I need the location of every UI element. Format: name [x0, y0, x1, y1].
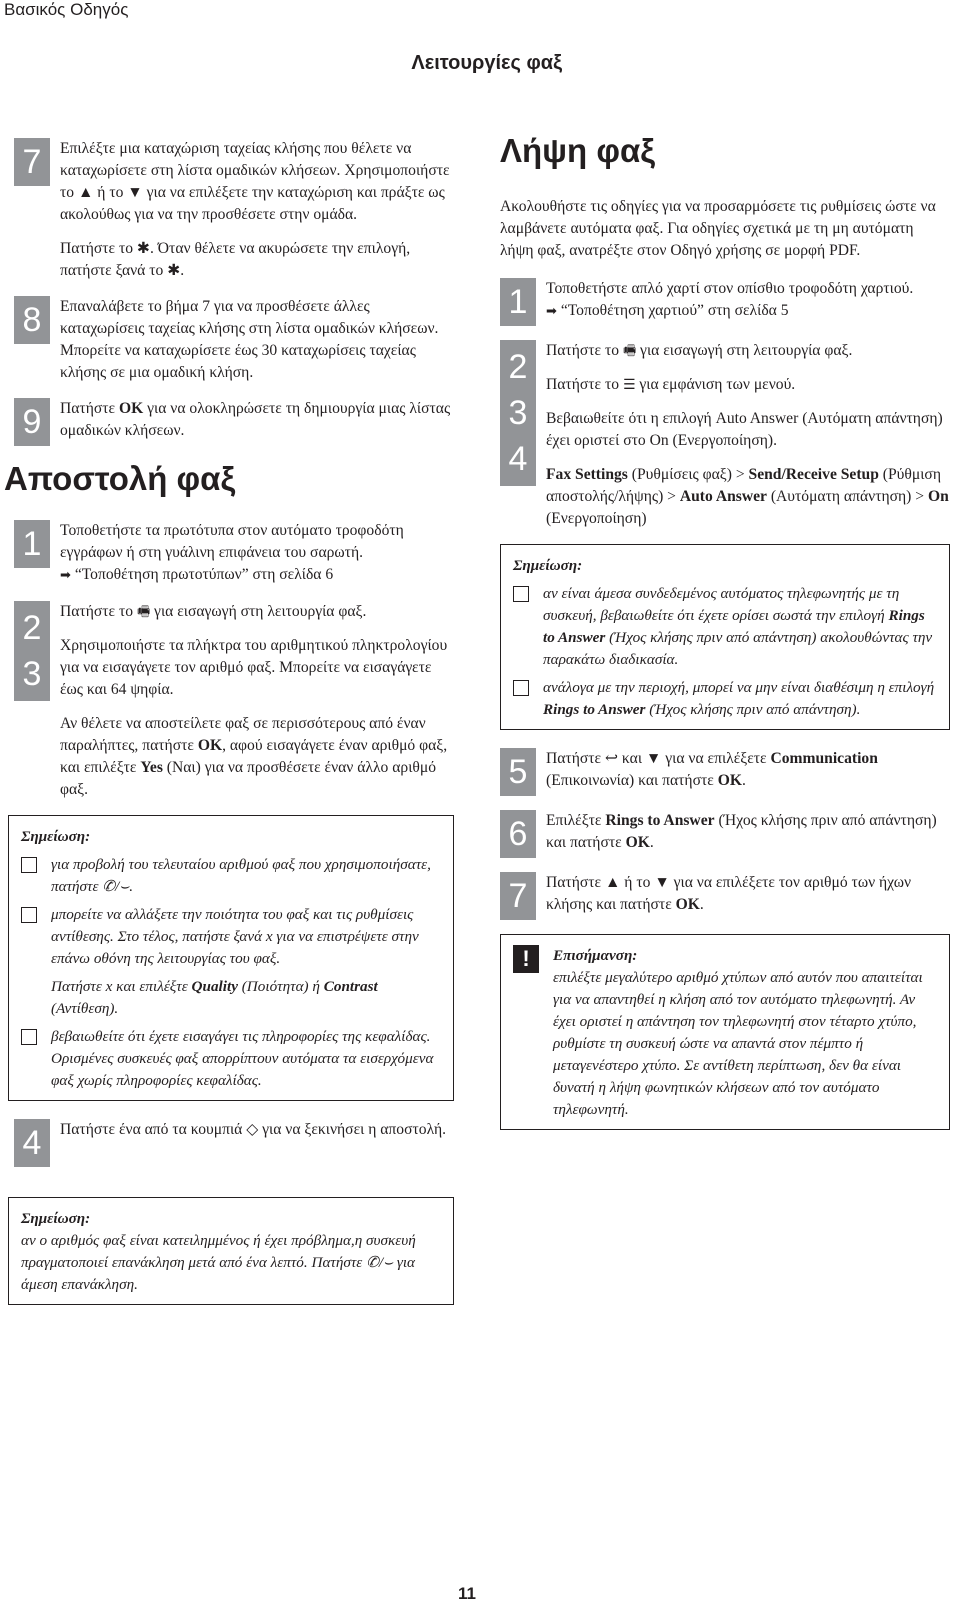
step-text: Βεβαιωθείτε ότι η επιλογή Auto Answer (Αυτόματη απάντηση) έχει οριστεί στο On (Ενεργοποίηση).	[546, 410, 943, 449]
warning-icon: !	[513, 945, 539, 973]
step-text: Αν θέλετε να αποστείλετε φαξ σε περισσότερους από έναν παραλήπτες, πατήστε OK, αφού εισαγάγετε έναν αριθμό φαξ, και επιλέξτε Yes (Ναι) για να προσθέσετε έναν άλλο αριθμό φαξ.	[60, 715, 448, 798]
send-step-1	[14, 520, 454, 587]
cross-reference-link[interactable]: “Τοποθέτηση πρωτοτύπων” στη σελίδα 6	[74, 566, 334, 583]
checkbox-icon	[21, 857, 37, 873]
step-text: Τοποθετήστε τα πρωτότυπα στον αυτόματο τροφοδότη εγγράφων ή στη γυάλινη επιφάνεια του σαρωτή. ➡ “Τοποθέτηση πρωτοτύπων” στη σελίδα 6	[60, 522, 404, 583]
step-text: Πατήστε το ☰ για εμφάνιση των μενού.	[546, 374, 950, 396]
step-text: Επιλέξτε μια καταχώριση ταχείας κλήσης που θέλετε να καταχωρίσετε στη λίστα ομαδικών κλήσεων. Χρησιμοποιήστε το ▲ ή το ▼ για να επιλέξετε την καταχώριση και πράξτε ως ακολούθως για να την προσθέσετε στην ομάδα.	[60, 140, 450, 223]
step-text: Επιλέξτε Rings to Answer (Ήχος κλήσης πριν από απάντηση) και πατήστε OK.	[546, 812, 937, 851]
important-title: Επισήμανση:	[553, 947, 638, 964]
step-number: 1	[500, 278, 536, 326]
important-text: επιλέξτε μεγαλύτερο αριθμό χτύπων από αυτόν που απαιτείται για να απαντηθεί η κλήση από τον αυτόματο τηλεφωνητή. Αν έχει οριστεί η απάντηση τον τηλεφωνητή στον τέταρτο χτύπο, ρυθμίστε τη συσκευή ώστε να απαντά στον πέμπτο ή μεταγενέστερο χτύπο. Σε αντίθετη περίπτωση, δεν θα είναι δυνατή η λήψη φωνητικών κλήσεων από τον αυτόματο τηλεφωνητή.	[553, 969, 923, 1118]
step-number-stack	[14, 601, 50, 701]
note-item: βεβαιωθείτε ότι έχετε εισαγάγει τις πληροφορίες της κεφαλίδας. Ορισμένες συσκευές φαξ απορρίπτουν αυτόματα τα εισερχόμενα φαξ χωρίς πληροφορίες κεφαλίδας.	[21, 1026, 441, 1092]
step-9	[14, 398, 454, 446]
note-title: Σημείωση:	[513, 557, 583, 574]
step-7	[14, 138, 454, 282]
arrow-icon: ➡	[546, 304, 557, 319]
right-column	[500, 132, 950, 1148]
send-step-4	[14, 1119, 454, 1167]
section-title: Λειτουργίες φαξ	[411, 52, 562, 74]
fax-icon: 🖷	[622, 343, 637, 359]
note-text: αν ο αριθμός φαξ είναι κατειλημμένος ή έχει πρόβλημα,η συσκευή πραγματοποιεί επανάκληση μετά από ένα λεπτό. Πατήστε ✆/⌣ για άμεση επανάκληση.	[21, 1232, 416, 1293]
note-item: ανάλογα με την περιοχή, μπορεί να μην είναι διαθέσιμη η επιλογή Rings to Answer (Ήχος κλήσης πριν από απάντηση).	[513, 677, 937, 721]
note-item: για προβολή του τελευταίου αριθμού φαξ που χρησιμοποιήσατε, πατήστε ✆/⌣.	[21, 854, 441, 898]
checkbox-icon	[513, 586, 529, 602]
note-box	[8, 815, 454, 1101]
send-steps-2-3	[14, 601, 454, 801]
step-number: 8	[14, 296, 50, 344]
step-text: Τοποθετήστε απλό χαρτί στον οπίσθιο τροφοδότη χαρτιού. ➡ “Τοποθέτηση χαρτιού” στη σελίδα 5	[546, 280, 914, 319]
step-number: 5	[500, 748, 536, 796]
receive-step-6	[500, 810, 950, 858]
note-title: Σημείωση:	[21, 828, 91, 845]
step-text: Πατήστε ένα από τα κουμπιά ◇ για να ξεκινήσει η αποστολή.	[60, 1121, 447, 1138]
receive-step-5	[500, 748, 950, 796]
receive-step-1	[500, 278, 950, 326]
note-subtext: Πατήστε x και επιλέξτε Quality (Ποιότητα) ή Contrast (Αντίθεση).	[51, 978, 378, 1017]
step-text: Πατήστε το 🖷 για εισαγωγή στη λειτουργία φαξ.	[60, 601, 454, 623]
arrow-icon: ➡	[60, 568, 71, 583]
step-text: Επαναλάβετε το βήμα 7 για να προσθέσετε άλλες καταχωρίσεις ταχείας κλήσης στη λίστα ομαδικών κλήσεων. Μπορείτε να καταχωρίσετε έως 30 καταχωρίσεις ταχείας κλήσης σε μια ομαδική κλήση.	[60, 298, 439, 381]
step-number: 1	[14, 520, 50, 568]
step-text: Πατήστε το ✱. Όταν θέλετε να ακυρώσετε την επιλογή, πατήστε ξανά το ✱.	[60, 240, 411, 279]
note-box	[500, 544, 950, 730]
checkbox-icon	[21, 907, 37, 923]
step-text: Πατήστε ↩ και ▼ για να επιλέξετε Communication (Επικοινωνία) και πατήστε OK.	[546, 750, 878, 789]
step-number-stack	[500, 340, 536, 486]
step-number: 2	[508, 347, 528, 386]
intro-text: Ακολουθήστε τις οδηγίες για να προσαρμόσετε τις ρυθμίσεις ώστε να λαμβάνετε αυτόματα φαξ. Για οδηγίες σχετικά με τη μη αυτόματη λήψη φαξ, ανατρέξτε στον Οδηγό χρήσης σε μορφή PDF.	[500, 198, 936, 259]
step-8	[14, 296, 454, 384]
checkbox-icon	[21, 1029, 37, 1045]
step-text: Χρησιμοποιήστε τα πλήκτρα του αριθμητικού πληκτρολογίου για να εισαγάγετε τον αριθμό φαξ. Μπορείτε να εισαγάγετε έως και 64 ψηφία.	[60, 637, 448, 698]
step-number: 2	[22, 608, 42, 647]
note-item: μπορείτε να αλλάξετε την ποιότητα του φαξ και τις ρυθμίσεις αντίθεσης. Στο τέλος, πατήστε ξανά x για να επιστρέψετε στην επάνω οθόνη της λειτουργίας του φαξ.	[21, 904, 441, 970]
page-number: 11	[458, 1584, 476, 1603]
heading-receive-fax: Λήψη φαξ	[500, 132, 655, 169]
note-item: αν είναι άμεσα συνδεδεμένος αυτόματος τηλεφωνητής με τη συσκευή, βεβαιωθείτε ότι έχετε ορίσει σωστά την επιλογή Rings to Answer (Ήχος κλήσης πριν από απάντηση) ακολουθώντας την παρακάτω διαδικασία.	[513, 583, 937, 671]
step-text: Πατήστε ▲ ή το ▼ για να επιλέξετε τον αριθμό των ήχων κλήσης και πατήστε OK.	[546, 874, 912, 913]
guide-title: Βασικός Οδηγός	[4, 0, 129, 19]
step-text: Fax Settings (Ρυθμίσεις φαξ) > Send/Receive Setup (Ρύθμιση αποστολής/λήψης) > Auto Answer (Αυτόματη απάντηση) > On (Ενεργοποίηση)	[546, 466, 949, 527]
receive-step-7	[500, 872, 950, 920]
step-number: 7	[500, 872, 536, 920]
step-number: 6	[500, 810, 536, 858]
step-text: Πατήστε OK για να ολοκληρώσετε τη δημιουργία μιας λίστας ομαδικών κλήσεων.	[60, 400, 451, 439]
fax-icon: 🖷	[136, 604, 151, 620]
important-box	[500, 934, 950, 1130]
checkbox-icon	[513, 680, 529, 696]
left-column	[4, 138, 454, 1323]
step-number: 3	[22, 654, 42, 693]
step-number: 9	[14, 398, 50, 446]
menu-icon: ☰	[622, 377, 636, 393]
step-text: Πατήστε το 🖷 για εισαγωγή στη λειτουργία φαξ.	[546, 340, 950, 362]
heading-send-fax: Αποστολή φαξ	[4, 460, 236, 497]
note-box	[8, 1197, 454, 1305]
step-number: 3	[508, 393, 528, 432]
receive-steps-2-4	[500, 340, 950, 530]
step-number: 4	[508, 439, 528, 478]
cross-reference-link[interactable]: “Τοποθέτηση χαρτιού” στη σελίδα 5	[560, 302, 789, 319]
note-title: Σημείωση:	[21, 1210, 91, 1227]
step-number: 4	[14, 1119, 50, 1167]
step-number: 7	[14, 138, 50, 186]
